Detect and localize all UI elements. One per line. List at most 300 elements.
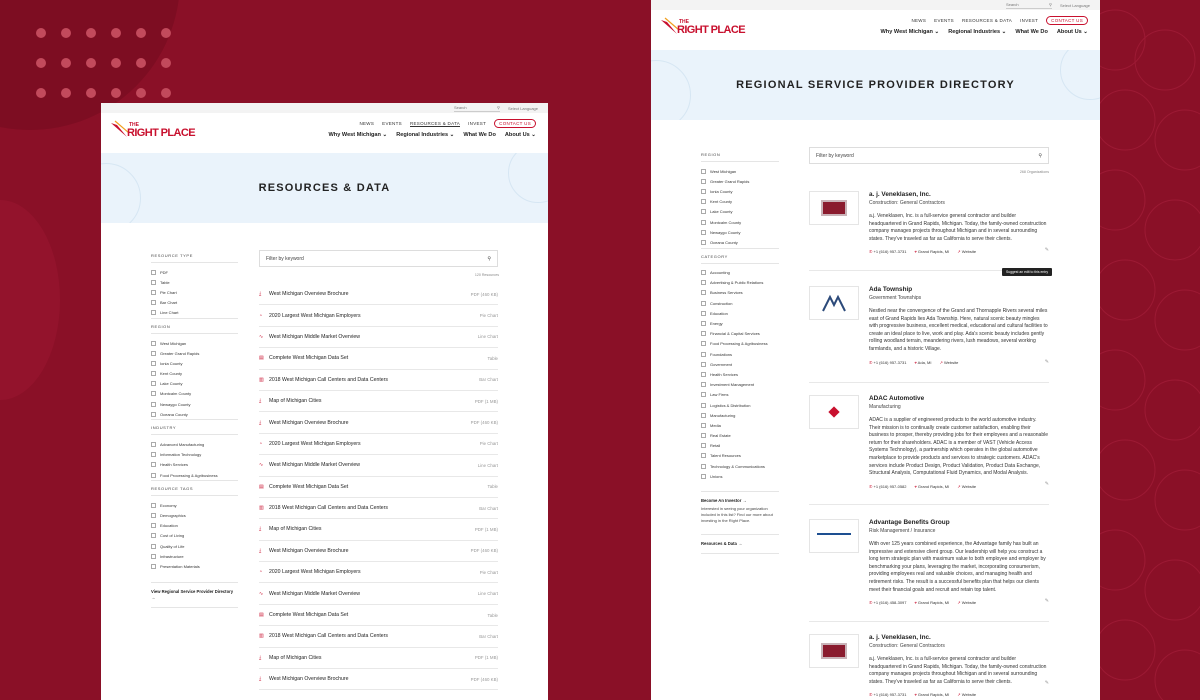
checkbox[interactable] xyxy=(151,310,156,315)
checkbox[interactable] xyxy=(701,199,706,204)
dot-grid xyxy=(36,28,186,98)
filter-option-logistics-distribution[interactable] xyxy=(701,400,779,410)
filter-option-business-services[interactable] xyxy=(701,288,779,298)
filter-option-financial-capital-services[interactable] xyxy=(701,329,779,339)
resources-data-link[interactable]: Resources & Data → xyxy=(701,534,779,554)
filter-option-media[interactable] xyxy=(701,420,779,430)
filter-option-technology-communications[interactable] xyxy=(701,461,779,471)
filter-option-label: Infrastructure xyxy=(160,553,184,559)
checkbox[interactable] xyxy=(151,402,156,407)
bar-icon: ▥ xyxy=(259,376,264,383)
org-city-text: Grand Rapids, MI xyxy=(917,600,950,606)
filter-option-lake-county[interactable] xyxy=(701,207,779,217)
resource-type: Table xyxy=(487,484,498,490)
resource-type: Line Chart xyxy=(477,462,498,468)
checkbox[interactable] xyxy=(151,473,156,478)
nav-why-west-michigan[interactable]: Why West Michigan ⌄ xyxy=(328,132,388,138)
org-contact-row xyxy=(869,600,1049,605)
resource-title[interactable]: Map of Michigan Cities xyxy=(269,654,322,661)
org-website-link[interactable] xyxy=(957,484,976,489)
org-description: ADAC is a supplier of engineered products to the world automotive industry. Their mission is to continually create customer satisfaction, enabling their business to prosper, thereby providing jobs for their employees and a reasonable return for their shareholders. ADAC is a member of VAST (Vehicle Access Systems Technology), a partnership which operates in the global automotive marketplace to provide products and services to strategic customers. ADAC's services include Product Design, Product Validation, Product Data Exchange, Structural Analysis, Computational Fluid Dynamics, and Modal Analysis. xyxy=(869,417,1048,477)
resources-page xyxy=(101,103,548,700)
checkbox[interactable] xyxy=(701,189,706,194)
resource-title[interactable]: Complete West Michigan Data Set xyxy=(269,483,349,490)
resource-type: Bar Chart xyxy=(479,505,498,511)
filter-option-accounting[interactable] xyxy=(701,268,779,278)
nav-invest[interactable]: INVEST xyxy=(468,121,487,126)
resource-title[interactable]: 2020 Largest West Michigan Employers xyxy=(269,312,361,319)
filter-option-label: Advanced Manufacturing xyxy=(160,442,205,448)
checkbox[interactable] xyxy=(151,371,156,376)
resource-row[interactable] xyxy=(259,327,498,348)
nav-events[interactable]: EVENTS xyxy=(382,121,402,126)
filter-option-quality-of-life[interactable] xyxy=(151,541,238,551)
filter-option-oceana-county[interactable] xyxy=(151,409,238,419)
location-pin-icon: ⌖ xyxy=(914,249,917,255)
org-phone-text: +1 (616) 957-3731 xyxy=(873,692,907,698)
checkbox[interactable] xyxy=(701,464,706,469)
filter-option-ionia-county[interactable] xyxy=(701,186,779,196)
resource-row[interactable] xyxy=(259,434,498,455)
filter-option-label: Logistics & Distribution xyxy=(710,402,751,408)
resource-row[interactable] xyxy=(259,477,498,498)
checkbox[interactable] xyxy=(701,443,706,448)
resource-type: PDF (1 MB) xyxy=(474,655,498,661)
filter-option-demographics[interactable] xyxy=(151,510,238,520)
resource-title[interactable]: 2018 West Michigan Call Centers and Data Centers xyxy=(269,505,388,512)
checkbox[interactable] xyxy=(701,362,706,367)
filter-option-label: Unions xyxy=(710,473,723,479)
filter-option-presentation-materials[interactable] xyxy=(151,561,238,571)
resource-row[interactable] xyxy=(259,626,498,647)
resource-title[interactable]: 2018 West Michigan Call Centers and Data Centers xyxy=(269,633,388,640)
org-logo-icon xyxy=(821,200,847,216)
org-logo[interactable] xyxy=(809,395,859,429)
resource-row[interactable] xyxy=(259,498,498,519)
utility-bar xyxy=(651,0,1100,10)
filter-option-kent-county[interactable] xyxy=(701,197,779,207)
line-icon: ∿ xyxy=(259,462,264,469)
resource-row[interactable] xyxy=(259,562,498,583)
phone-icon: ✆ xyxy=(869,249,873,255)
organization-card xyxy=(809,634,1049,700)
logo[interactable] xyxy=(109,119,195,147)
filter-option-west-michigan[interactable] xyxy=(701,166,779,176)
nav-events[interactable]: EVENTS xyxy=(934,18,954,23)
filter-option-label: Law Firms xyxy=(710,392,729,398)
investor-callout xyxy=(701,491,779,524)
phone-icon: ✆ xyxy=(869,692,873,698)
filter-option-education[interactable] xyxy=(701,308,779,318)
org-name[interactable]: ADAC Automotive xyxy=(869,395,925,402)
filter-option-manufacturing[interactable] xyxy=(701,410,779,420)
filter-option-oceana-county[interactable] xyxy=(701,237,779,247)
org-website-text: Website xyxy=(943,359,959,365)
org-name[interactable]: a. j. Veneklasen, Inc. xyxy=(869,634,931,641)
org-category: Manufacturing xyxy=(869,404,901,410)
resource-type: Pie Chart xyxy=(479,441,498,447)
checkbox[interactable] xyxy=(701,413,706,418)
filter-option-label: Kent County xyxy=(160,371,183,377)
checkbox[interactable] xyxy=(151,361,156,366)
filter-option-unions[interactable] xyxy=(701,471,779,481)
org-logo[interactable] xyxy=(809,286,859,320)
filter-option-advanced-manufacturing[interactable] xyxy=(151,439,238,449)
edit-entry-icon[interactable]: ✎ xyxy=(1044,247,1049,253)
provider-directory-link[interactable]: View Regional Service Provider Directory → xyxy=(151,582,238,608)
filter-option-label: Retail xyxy=(710,443,721,449)
language-select[interactable]: Select Language xyxy=(1059,2,1090,8)
org-name[interactable]: a. j. Veneklasen, Inc. xyxy=(869,191,931,198)
filter-option-pdf[interactable] xyxy=(151,267,238,277)
filter-option-food-processing-agribusiness[interactable] xyxy=(701,339,779,349)
org-logo-icon xyxy=(821,293,847,313)
filter-option-bar-chart[interactable] xyxy=(151,298,238,308)
hero-banner xyxy=(651,50,1100,120)
checkbox[interactable] xyxy=(151,442,156,447)
circle-pattern xyxy=(1095,0,1200,700)
checkbox[interactable] xyxy=(701,321,706,326)
checkbox[interactable] xyxy=(701,270,706,275)
nav-resources[interactable]: RESOURCES & DATA xyxy=(961,18,1013,23)
org-category: Construction: General Contractors xyxy=(869,643,945,649)
phone-icon: ✆ xyxy=(869,359,873,365)
filter-option-newaygo-county[interactable] xyxy=(151,399,238,409)
checkbox[interactable] xyxy=(151,381,156,386)
filter-option-newaygo-county[interactable] xyxy=(701,227,779,237)
filter-option-lake-county[interactable] xyxy=(151,379,238,389)
nav-news[interactable]: NEWS xyxy=(359,121,375,126)
investor-text: Interested in seeing your organization included in this list? Find our more about investing in the Right Place. xyxy=(701,506,773,524)
checkbox[interactable] xyxy=(701,280,706,285)
checkbox[interactable] xyxy=(701,372,706,377)
org-city xyxy=(915,692,950,697)
external-link-icon: ↗ xyxy=(939,359,943,365)
resource-type: PDF (460 KB) xyxy=(470,291,498,297)
filter-heading-category: CATEGORY xyxy=(701,248,779,264)
resource-title[interactable]: West Michigan Middle Market Overview xyxy=(269,462,361,469)
checkbox[interactable] xyxy=(701,433,706,438)
checkbox[interactable] xyxy=(151,391,156,396)
filter-option-economy[interactable] xyxy=(151,500,238,510)
filter-option-food-processing-agribusiness[interactable] xyxy=(151,470,238,480)
org-website-link[interactable] xyxy=(939,360,958,365)
org-phone[interactable] xyxy=(869,600,907,605)
filter-option-montcalm-county[interactable] xyxy=(701,217,779,227)
org-phone-text: +1 (616) 957-3731 xyxy=(873,249,907,255)
checkbox[interactable] xyxy=(151,452,156,457)
resource-row[interactable] xyxy=(259,348,498,369)
checkbox[interactable] xyxy=(151,564,156,569)
checkbox[interactable] xyxy=(701,179,706,184)
checkbox[interactable] xyxy=(151,290,156,295)
resource-title[interactable]: West Michigan Overview Brochure xyxy=(269,419,349,426)
filter-option-label: Accounting xyxy=(710,270,730,276)
resource-title[interactable]: West Michigan Middle Market Overview xyxy=(269,333,361,340)
filter-option-advertising-public-relations[interactable] xyxy=(701,278,779,288)
results-count: 268 Organizations xyxy=(1019,170,1049,174)
resource-type: PDF (460 KB) xyxy=(470,676,498,682)
filter-option-talent-resources[interactable] xyxy=(701,451,779,461)
location-pin-icon: ⌖ xyxy=(914,600,917,606)
resource-title[interactable]: West Michigan Overview Brochure xyxy=(269,291,349,298)
org-contact-row xyxy=(869,692,1049,697)
language-select[interactable]: Select Language xyxy=(507,105,538,111)
checkbox[interactable] xyxy=(701,311,706,316)
resource-row[interactable] xyxy=(259,669,498,690)
nav-about-us[interactable]: About Us ⌄ xyxy=(504,132,536,138)
filter-option-government[interactable] xyxy=(701,359,779,369)
checkbox[interactable] xyxy=(701,382,706,387)
organization-card xyxy=(809,191,1049,271)
search-label: Search xyxy=(453,105,467,110)
org-logo[interactable] xyxy=(809,191,859,225)
org-contact-row xyxy=(869,249,1049,254)
filter-option-energy[interactable] xyxy=(701,318,779,328)
nav-what-we-do[interactable]: What We Do xyxy=(1015,29,1048,35)
resource-title[interactable]: 2020 Largest West Michigan Employers xyxy=(269,440,361,447)
resource-title[interactable]: Map of Michigan Cities xyxy=(269,398,322,405)
logo-name: RIGHT PLACE xyxy=(677,24,745,36)
filter-option-greater-grand-rapids[interactable] xyxy=(701,176,779,186)
org-logo[interactable] xyxy=(809,634,859,668)
resource-row[interactable] xyxy=(259,583,498,604)
filter-option-label: Oceana County xyxy=(710,239,738,245)
checkbox[interactable] xyxy=(701,240,706,245)
filter-heading-industry: INDUSTRY xyxy=(151,419,238,435)
nav-resources[interactable]: RESOURCES & DATA xyxy=(409,120,461,126)
filter-option-construction[interactable] xyxy=(701,298,779,308)
filter-option-label: Table xyxy=(160,279,170,285)
resource-row[interactable] xyxy=(259,455,498,476)
filter-option-kent-county[interactable] xyxy=(151,369,238,379)
utility-bar xyxy=(101,103,548,113)
checkbox[interactable] xyxy=(701,230,706,235)
logo[interactable] xyxy=(659,16,745,44)
org-website-text: Website xyxy=(961,249,977,255)
org-website-link[interactable] xyxy=(957,600,976,605)
org-phone[interactable] xyxy=(869,249,907,254)
org-description: a.j. Veneklasen, Inc. is a full-service general contractor and builder headquartered in Grand Rapids, Michigan. Today, the family-owned construction company manages projects throughout Michigan and in several surrounding states. They've traveled as far as California to serve their clients. xyxy=(869,213,1047,242)
checkbox[interactable] xyxy=(701,392,706,397)
org-category: Government Townships xyxy=(869,295,922,301)
org-website-link[interactable] xyxy=(957,692,976,697)
checkbox[interactable] xyxy=(701,453,706,458)
filter-option-label: Newaygo County xyxy=(710,229,741,235)
filter-option-montcalm-county[interactable] xyxy=(151,389,238,399)
org-website-text: Website xyxy=(961,692,977,698)
filter-option-foundations[interactable] xyxy=(701,349,779,359)
filter-option-education[interactable] xyxy=(151,521,238,531)
filter-option-label: Government xyxy=(710,361,733,367)
edit-entry-icon[interactable]: ✎ xyxy=(1044,359,1049,365)
filter-option-health-services[interactable] xyxy=(701,369,779,379)
resource-type: Pie Chart xyxy=(479,569,498,575)
filter-option-pie-chart[interactable] xyxy=(151,287,238,297)
checkbox[interactable] xyxy=(151,270,156,275)
edit-entry-icon[interactable]: ✎ xyxy=(1044,481,1049,487)
filter-option-label: Ionia County xyxy=(160,360,183,366)
filter-placeholder: Filter by keyword xyxy=(816,152,854,159)
resource-type: Bar Chart xyxy=(479,633,498,639)
org-city xyxy=(915,484,950,489)
filter-heading-resource-type: RESOURCE TYPE xyxy=(151,248,238,263)
resource-title[interactable]: West Michigan Overview Brochure xyxy=(269,676,349,683)
filter-sidebar xyxy=(701,147,779,554)
resource-title[interactable]: Complete West Michigan Data Set xyxy=(269,355,349,362)
results-count: 120 Resources xyxy=(474,273,499,277)
checkbox[interactable] xyxy=(151,523,156,528)
org-city xyxy=(915,600,950,605)
resource-row[interactable] xyxy=(259,370,498,391)
org-phone[interactable] xyxy=(869,692,907,697)
filter-option-label: Demographics xyxy=(160,512,186,518)
resource-row[interactable] xyxy=(259,519,498,540)
search-label: Search xyxy=(1005,2,1019,7)
main-nav xyxy=(881,29,1088,35)
filter-option-west-michigan[interactable] xyxy=(151,338,238,348)
download-icon: ⤓ xyxy=(259,676,262,683)
filter-option-label: Ionia County xyxy=(710,188,733,194)
filter-option-real-estate[interactable] xyxy=(701,431,779,441)
filter-option-table[interactable] xyxy=(151,277,238,287)
filter-option-label: Energy xyxy=(710,321,723,327)
filter-option-label: Information Technology xyxy=(160,452,202,458)
organization-card xyxy=(809,395,1049,505)
checkbox[interactable] xyxy=(151,412,156,417)
checkbox[interactable] xyxy=(701,423,706,428)
filter-option-label: Health Services xyxy=(160,462,189,468)
checkbox[interactable] xyxy=(701,301,706,306)
bar-icon: ▥ xyxy=(259,633,264,640)
checkbox[interactable] xyxy=(151,351,156,356)
checkbox[interactable] xyxy=(151,462,156,467)
checkbox[interactable] xyxy=(151,503,156,508)
checkbox[interactable] xyxy=(151,533,156,538)
resource-row[interactable] xyxy=(259,305,498,326)
contact-button[interactable]: CONTACT US xyxy=(494,119,536,128)
org-contact-row xyxy=(869,360,1049,365)
resource-type: Table xyxy=(487,355,498,361)
checkbox[interactable] xyxy=(151,513,156,518)
site-search[interactable] xyxy=(1006,2,1052,9)
checkbox[interactable] xyxy=(701,220,706,225)
resource-row[interactable] xyxy=(259,284,498,305)
checkbox[interactable] xyxy=(701,474,706,479)
page-title: RESOURCES & DATA xyxy=(258,182,391,194)
edit-tooltip: Suggest an edit to this entry xyxy=(1002,268,1052,276)
checkbox[interactable] xyxy=(701,331,706,336)
contact-button[interactable]: CONTACT US xyxy=(1046,16,1088,25)
checkbox[interactable] xyxy=(701,352,706,357)
org-contact-row xyxy=(869,484,1049,489)
nav-invest[interactable]: INVEST xyxy=(1020,18,1039,23)
resource-row[interactable] xyxy=(259,541,498,562)
checkbox[interactable] xyxy=(151,300,156,305)
org-website-link[interactable] xyxy=(957,249,976,254)
filter-option-label: Greater Grand Rapids xyxy=(160,350,200,356)
org-logo-icon xyxy=(817,533,851,539)
top-nav xyxy=(911,16,1088,25)
resource-row[interactable] xyxy=(259,412,498,433)
org-phone[interactable] xyxy=(869,484,907,489)
org-name[interactable]: Advantage Benefits Group xyxy=(869,519,950,526)
external-link-icon: ↗ xyxy=(957,483,961,489)
filter-option-cost-of-living[interactable] xyxy=(151,531,238,541)
resource-title[interactable]: 2018 West Michigan Call Centers and Data Centers xyxy=(269,376,388,383)
checkbox[interactable] xyxy=(151,341,156,346)
filter-option-health-services[interactable] xyxy=(151,460,238,470)
resource-title[interactable]: West Michigan Overview Brochure xyxy=(269,547,349,554)
checkbox[interactable] xyxy=(151,544,156,549)
nav-why-west-michigan[interactable]: Why West Michigan ⌄ xyxy=(880,29,940,35)
resource-type: Line Chart xyxy=(477,591,498,597)
checkbox[interactable] xyxy=(701,341,706,346)
filter-option-investment-management[interactable] xyxy=(701,380,779,390)
resource-row[interactable] xyxy=(259,391,498,412)
checkbox[interactable] xyxy=(701,403,706,408)
filter-option-label: PDF xyxy=(160,269,168,275)
filter-option-label: Food Processing & Agribusiness xyxy=(710,341,768,347)
keyword-filter-input[interactable] xyxy=(809,147,1049,164)
filter-option-law-firms[interactable] xyxy=(701,390,779,400)
main-nav xyxy=(329,132,536,138)
site-search[interactable] xyxy=(454,105,500,112)
org-name[interactable]: Ada Township xyxy=(869,286,913,293)
checkbox[interactable] xyxy=(151,554,156,559)
resource-title[interactable]: Complete West Michigan Data Set xyxy=(269,612,349,619)
resource-row[interactable] xyxy=(259,605,498,626)
checkbox[interactable] xyxy=(701,209,706,214)
table-icon: ▤ xyxy=(259,612,264,619)
edit-entry-icon[interactable]: ✎ xyxy=(1044,680,1049,686)
nav-about-us[interactable]: About Us ⌄ xyxy=(1056,29,1088,35)
org-description: a.j. Veneklasen, Inc. is a full-service general contractor and builder headquartered in Grand Rapids, Michigan. Today, the family-owned construction company manages projects throughout Michigan and in several surrounding states. They've traveled as far as California to serve their clients. xyxy=(869,656,1047,685)
organization-card xyxy=(809,519,1049,622)
resource-row[interactable] xyxy=(259,648,498,669)
keyword-filter-input[interactable] xyxy=(259,250,498,267)
filter-option-line-chart[interactable] xyxy=(151,308,238,318)
pie-icon: ◔ xyxy=(259,312,263,319)
filter-option-label: Greater Grand Rapids xyxy=(710,178,750,184)
phone-icon: ✆ xyxy=(869,600,873,606)
nav-news[interactable]: NEWS xyxy=(911,18,927,23)
filter-option-label: Business Services xyxy=(710,290,743,296)
filter-option-retail[interactable] xyxy=(701,441,779,451)
edit-entry-icon[interactable]: ✎ xyxy=(1044,598,1049,604)
resource-title[interactable]: 2020 Largest West Michigan Employers xyxy=(269,569,361,576)
checkbox[interactable] xyxy=(701,169,706,174)
resource-title[interactable]: Map of Michigan Cities xyxy=(269,526,322,533)
resource-title[interactable]: West Michigan Middle Market Overview xyxy=(269,590,361,597)
nav-regional-industries[interactable]: Regional Industries ⌄ xyxy=(396,132,455,138)
nav-regional-industries[interactable]: Regional Industries ⌄ xyxy=(948,29,1007,35)
filter-option-label: Bar Chart xyxy=(160,300,178,306)
org-logo[interactable] xyxy=(809,519,859,553)
filter-option-infrastructure[interactable] xyxy=(151,551,238,561)
filter-option-ionia-county[interactable] xyxy=(151,358,238,368)
download-icon: ⤓ xyxy=(259,398,262,405)
org-description: With over 125 years combined experience, the Advantage family has built an impressive and extensive client group. Our leadership will help you construct a long term strategic plan with maximum value to both employee and employer by benchmarking your plans, leveraging the market, incorporating consumerism, providing employees real and valuable choices, and managing health and retirement risks. The result is a successful benefits plan that helps our clients meet their financial goals and recruit and retain top talent. xyxy=(869,541,1046,593)
become-investor-link[interactable]: Become An Investor → xyxy=(701,498,747,504)
filter-option-greater-grand-rapids[interactable] xyxy=(151,348,238,358)
org-phone[interactable] xyxy=(869,360,907,365)
org-description: Nestled near the convergence of the Grand and Thornapple Rivers several miles east of Grand Rapids lies Ada Township. Here, natural scenic beauty mingles with progressive business, excellent medical, educational and cultural facilities to create an ideal place to live, work and play. Ada's scenic beauty includes gently rolling woodland terrain, meandering rivers, lush meadows, several working farmlands, and a historic Village. xyxy=(869,308,1048,352)
nav-what-we-do[interactable]: What We Do xyxy=(463,132,496,138)
checkbox[interactable] xyxy=(151,280,156,285)
checkbox[interactable] xyxy=(701,290,706,295)
filter-option-information-technology[interactable] xyxy=(151,450,238,460)
